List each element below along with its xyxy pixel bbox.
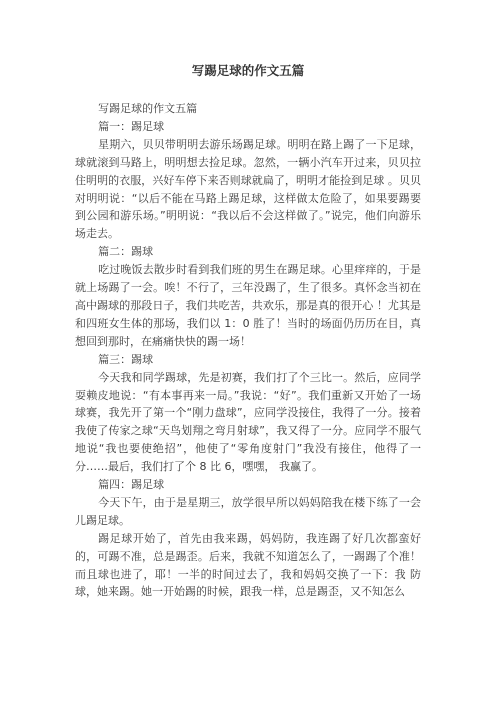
section-3-paragraph-1: 今天我和同学踢球，先是初赛，我们打了个三比一。然后，应同学耍赖皮地说：“有本事再来一局。”我说：“好”。我们重新又开始了一场球赛，我先开了第一个“刚力盘球”，应同学没接住，我得了一分。接着我使了传家之球“天鸟划翔之弯月射球”，我又得了一分。应同学不服气地说“我也要使绝招”，他使了“零角度射门”我没有接住，他得了一分……最后，我们打了个 8 比 6，嘿嘿， 我赢了。 <box>75 370 421 474</box>
section-4-paragraph-1: 今天下午，由于是星期三，放学很早所以妈妈陪我在楼下练了一会儿踢足球。 <box>75 495 421 527</box>
section-2-paragraph-1: 吃过晚饭去散步时看到我们班的男生在踢足球。心里痒痒的，于是就上场踢了一会。唉！不行了，三年没踢了，生了很多。真怀念当初在高中踢球的那段日子，我们共吃苦，共欢乐，那是真的很开心 ！尤其是和四班女生体的那场，我们以 1：0 胜了！当时的场面仍历历在目，真想回到那时，在痛痛快快的踢一场！ <box>75 263 421 348</box>
section-heading-1: 篇一：踢足球 <box>98 119 165 133</box>
document-title: 写踢足球的作文五篇 <box>191 63 305 78</box>
section-heading-2: 篇二：踢球 <box>98 245 154 259</box>
section-1-paragraph-1: 星期六，贝贝带明明去游乐场踢足球。明明在路上踢了一下足球，球就滚到马路上，明明想去捡足球。忽然，一辆小汽车开过来，贝贝拉住明明的衣服，兴好车停下来否则球就扁了，明明才能捡到足球 。贝贝对明明说：“以后不能在马路上踢足球，这样做太危险了，如果要踢要到公园和游乐场。”明明说：“我以后不会这样做了。”说完，他们向游乐场走去。 <box>75 137 421 241</box>
document-subtitle: 写踢足球的作文五篇 <box>98 102 198 115</box>
section-heading-3: 篇三：踢球 <box>98 352 154 366</box>
section-4-paragraph-2: 踢足球开始了，首先由我来踢，妈妈防，我连踢了好几次都蛮好的，可踢不准，总是踢歪。后来，我就不知道怎么了，一踢踢了个准！而且球也进了，耶！一半的时间过去了，我和妈妈交换了一下：我 防球，她来踢。她一开始踢的时候，跟我一样，总是踢歪，又不知怎么 <box>75 531 421 599</box>
section-heading-4: 篇四：踢足球 <box>98 478 165 492</box>
